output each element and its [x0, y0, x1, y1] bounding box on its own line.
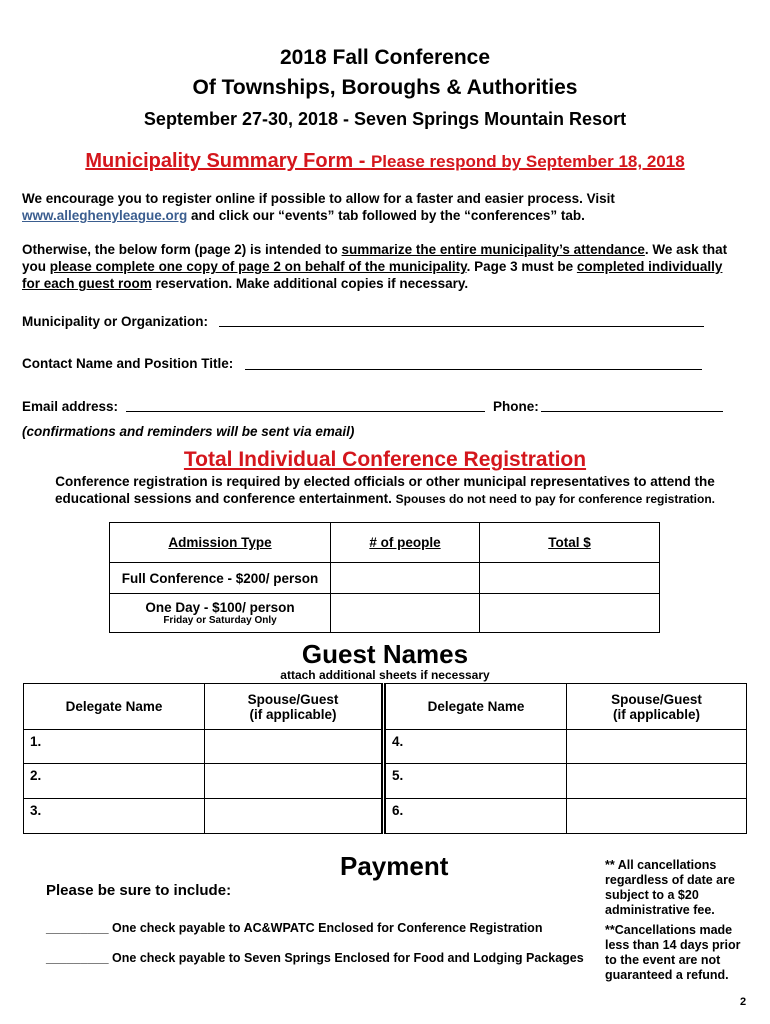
registration-check-blank[interactable]: _________ — [46, 921, 109, 935]
municipality-field[interactable] — [219, 326, 704, 327]
admission-one-day: One Day - $100/ person Friday or Saturday Only — [110, 594, 331, 633]
conference-subtitle: Of Townships, Boroughs & Authorities — [192, 76, 578, 99]
spouse-cell-5[interactable] — [567, 764, 747, 799]
spouse-cell-2[interactable] — [205, 764, 384, 799]
registration-table — [109, 522, 660, 633]
phone-field[interactable] — [541, 411, 723, 412]
cancellation-note-2: **Cancellations made less than 14 days prior to the event are not guaranteed a refund. — [605, 923, 741, 982]
intro-paragraph-2: Otherwise, the below form (page 2) is intended to summarize the entire municipality’s attendance. We ask that you please complete one copy of page 2 on behalf of the municipality. Page 3 must be completed individually for each guest room reservation. Make additional copies if necessary. — [22, 242, 728, 291]
payment-item-registration: _________ One check payable to AC&WPATC Enclosed for Conference Registration — [46, 921, 543, 935]
guest-table — [23, 683, 747, 834]
payment-include-label: Please be sure to include: — [46, 882, 232, 899]
delegate-cell-3[interactable]: 3. — [24, 799, 205, 834]
full-conference-total-cell[interactable] — [480, 563, 660, 594]
one-day-total-cell[interactable] — [480, 594, 660, 633]
table-row — [110, 594, 660, 633]
conference-dates: September 27-30, 2018 - Seven Springs Mountain Resort — [143, 109, 627, 129]
email-note: (confirmations and reminders will be sent via email) — [22, 424, 355, 439]
table-row — [24, 799, 747, 834]
page-number: 2 — [740, 996, 747, 1008]
delegate-cell-2[interactable]: 2. — [24, 764, 205, 799]
guest-names-title: Guest Names — [301, 639, 469, 669]
col-spouse-right: Spouse/Guest (if applicable) — [567, 684, 747, 730]
table-row — [110, 563, 660, 594]
municipality-label: Municipality or Organization: — [22, 314, 209, 329]
col-total: Total $ — [480, 523, 660, 563]
contact-label: Contact Name and Position Title: — [22, 356, 234, 371]
delegate-cell-5[interactable]: 5. — [384, 764, 567, 799]
one-day-people-cell[interactable] — [331, 594, 480, 633]
email-field[interactable] — [126, 411, 485, 412]
full-conference-people-cell[interactable] — [331, 563, 480, 594]
table-row — [24, 730, 747, 764]
table-row — [24, 764, 747, 799]
col-admission-type: Admission Type — [110, 523, 331, 563]
col-delegate-right: Delegate Name — [384, 684, 567, 730]
col-num-people: # of people — [331, 523, 480, 563]
admission-full-conference: Full Conference - $200/ person — [110, 563, 331, 594]
email-label: Email address: — [22, 399, 119, 414]
cancellation-note-1: ** All cancellations regardless of date are subject to a $20 administrative fee. — [605, 858, 735, 917]
conference-title: 2018 Fall Conference — [279, 46, 491, 69]
payment-title: Payment — [340, 851, 449, 881]
registration-note: Conference registration is required by elected officials or other municipal representatives to attend the educational sessions and conference entertainment. Spouses do not need to pay for conference registration. — [55, 474, 715, 506]
form-title: Municipality Summary Form - Please respond by September 18, 2018 — [85, 150, 685, 172]
spouse-cell-3[interactable] — [205, 799, 384, 834]
payment-item-lodging: _________ One check payable to Seven Springs Enclosed for Food and Lodging Packages — [46, 951, 584, 965]
league-website-link[interactable]: www.alleghenyleague.org — [22, 208, 188, 223]
spouse-cell-1[interactable] — [205, 730, 384, 764]
col-spouse-left: Spouse/Guest (if applicable) — [205, 684, 384, 730]
contact-field[interactable] — [245, 369, 702, 370]
phone-label: Phone: — [493, 399, 539, 414]
intro-paragraph-1: We encourage you to register online if possible to allow for a faster and easier process. Visit www.alleghenyleague.org and click our “events” tab followed by the “conferences” tab. — [22, 191, 615, 223]
guest-names-subtitle: attach additional sheets if necessary — [280, 668, 490, 682]
delegate-cell-6[interactable]: 6. — [384, 799, 567, 834]
spouse-cell-6[interactable] — [567, 799, 747, 834]
registration-title: Total Individual Conference Registration — [183, 448, 587, 471]
lodging-check-blank[interactable]: _________ — [46, 951, 109, 965]
col-delegate-left: Delegate Name — [24, 684, 205, 730]
spouse-cell-4[interactable] — [567, 730, 747, 764]
delegate-cell-1[interactable]: 1. — [24, 730, 205, 764]
delegate-cell-4[interactable]: 4. — [384, 730, 567, 764]
